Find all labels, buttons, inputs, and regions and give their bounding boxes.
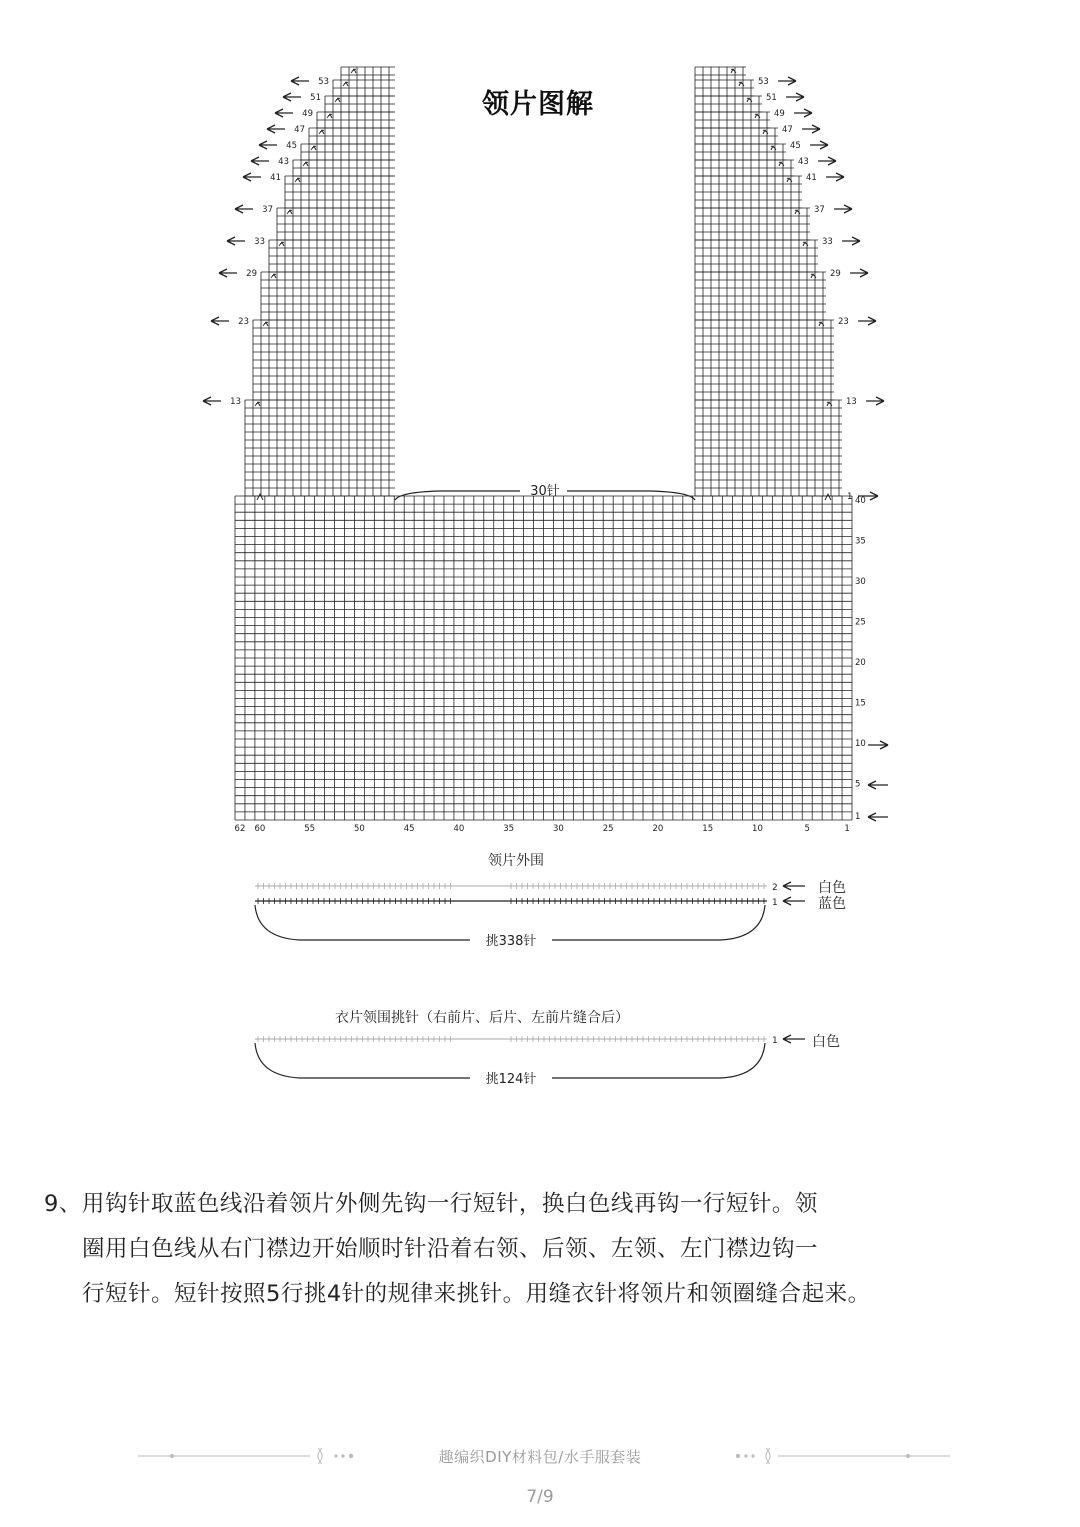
decrease-mark [279,242,284,246]
decrease-mark [263,322,268,326]
row-label-right: 41 [806,173,817,183]
arrow-blue [783,897,805,905]
arrow-right [802,125,820,133]
stitch-number-label: 10 [752,824,763,834]
knitting-grid [235,67,852,820]
decrease-mark [343,82,348,86]
decrease-mark [255,402,260,406]
row-label-left: 53 [318,77,329,87]
row-label-right: 13 [846,397,857,407]
stitch-number-label: 35 [503,824,515,834]
row-label-right: 49 [774,109,785,119]
stitch-number-label: 30 [553,824,564,834]
neck-row-num: 1 [772,1036,778,1046]
row-label-right: 51 [766,93,777,103]
decrease-mark [257,494,263,500]
decrease-mark [327,114,332,118]
arrow-left [259,141,277,149]
outer-edge-rows [255,882,805,949]
page-number: 7/9 [526,1487,554,1507]
row-scale-label: 5 [855,779,861,790]
decrease-mark [287,210,292,214]
arrow-left [283,93,301,101]
row-label-left: 45 [286,141,297,151]
neckline-white-label: 白色 [812,1034,840,1050]
direction-arrows [203,77,888,821]
decrease-mark [295,178,300,182]
decrease-symbols [255,69,832,500]
row-scale-label: 40 [855,496,866,507]
arrow-right [850,269,868,277]
row-label-left: 23 [238,317,249,327]
row-label-right: 33 [822,237,833,247]
arrow-right [818,157,836,165]
stitch-number-label: 25 [602,824,614,834]
outer-white-label: 白色 [818,880,846,896]
arrow-right [858,317,876,325]
stitch-number-label: 15 [702,824,714,834]
stitch-number-label: 55 [304,824,316,834]
decrease-mark [351,69,356,73]
row-label-left: 37 [262,205,273,215]
row-scale-label: 35 [855,536,866,547]
arrow-right [810,141,828,149]
row-label-right: 23 [838,317,849,327]
row-scale-label: 30 [855,577,866,588]
stitch-number-label: 50 [353,824,365,834]
neckline-row [255,1035,805,1087]
arrow-left [267,125,285,133]
pickup-338-label: 挑338针 [485,934,537,949]
decrease-mark [825,494,831,500]
arrow-right [826,173,844,181]
stitch-number-label: 5 [804,824,810,834]
row-label-right: 47 [782,125,793,135]
row-scale-label: 1 [855,811,861,822]
arrow-right [842,237,860,245]
row-label-right: 43 [798,157,809,167]
row-label-right: 37 [814,205,825,215]
row-label-left: 29 [246,269,257,279]
outer-blue-label: 蓝色 [818,896,846,912]
instruction-text [44,1182,1044,1317]
row-scale-label: 10 [855,739,866,750]
arrow-left [227,237,245,245]
arrow-right [794,109,812,117]
pickup-124-label: 挑124针 [485,1072,537,1087]
decrease-mark [271,274,276,278]
arrow-white-neck [783,1035,805,1043]
outer-edge-caption: 领片外围 [488,853,544,869]
row-label-left: 41 [270,173,281,183]
arrow-left [203,397,221,405]
grid-labels [230,77,866,834]
stitch-number-label: 62 [234,824,246,834]
page-title: 领片图解 [482,89,594,120]
stitch-number-label: 20 [652,824,664,834]
instruction-line-1: 9、用钩针取蓝色线沿着领片外侧先钩一行短针，换白色线再钩一行短针。领 [44,1191,818,1217]
arrow-right [778,77,796,85]
arrow-left [251,157,269,165]
stitch-number-label: 1 [844,824,850,834]
row-label-right: 29 [830,269,841,279]
row-label-left: 51 [310,93,321,103]
arrow-left [275,109,293,117]
row-label-right-1: 1 [847,492,853,502]
arrow-right [866,397,884,405]
decrease-mark [311,146,316,150]
stitch-number-label: 60 [254,824,266,834]
row-label-left: 43 [278,157,289,167]
outer-row1-num: 1 [772,898,778,908]
row-scale-label: 25 [855,617,866,628]
instruction-line-2: 圈用白色线从右门襟边开始顺时针沿着右领、后领、左领、左门襟边钩一 [82,1236,819,1262]
arrow-row-1 [868,813,888,821]
footer-brand: 趣编织DIY材料包/水手服套装 [438,1448,642,1466]
stitch-number-label: 45 [403,824,415,834]
row-scale-label: 15 [855,698,866,709]
arrow-right [834,205,852,213]
row-scale-label: 20 [855,658,866,669]
arrow-left [243,173,261,181]
arrow-row-10 [868,741,888,749]
outer-row2-num: 2 [772,883,778,893]
row-label-left: 47 [294,125,305,135]
arrow-row-5 [868,781,888,789]
neckline-caption: 衣片领围挑针（右前片、后片、左前片缝合后） [335,1010,629,1026]
arrow-white [783,882,805,890]
decrease-mark [303,162,308,166]
arrow-right [786,93,804,101]
row-label-left: 33 [254,237,265,247]
row-label-left: 49 [302,109,313,119]
decrease-mark [319,130,324,134]
row-label-right: 45 [790,141,801,151]
arrow-left [291,77,309,85]
stitch-number-label: 40 [453,824,465,834]
row-label-right: 53 [758,77,769,87]
arrow-left [235,205,253,213]
arrow-left [219,269,237,277]
row-label-left: 13 [230,397,241,407]
arrow-left [211,317,229,325]
instruction-line-3: 行短针。短针按照5行挑4针的规律来挑针。用缝衣针将领片和领圈缝合起来。 [82,1281,871,1307]
decrease-mark [335,98,340,102]
neck-gap-label: 30针 [530,484,560,499]
